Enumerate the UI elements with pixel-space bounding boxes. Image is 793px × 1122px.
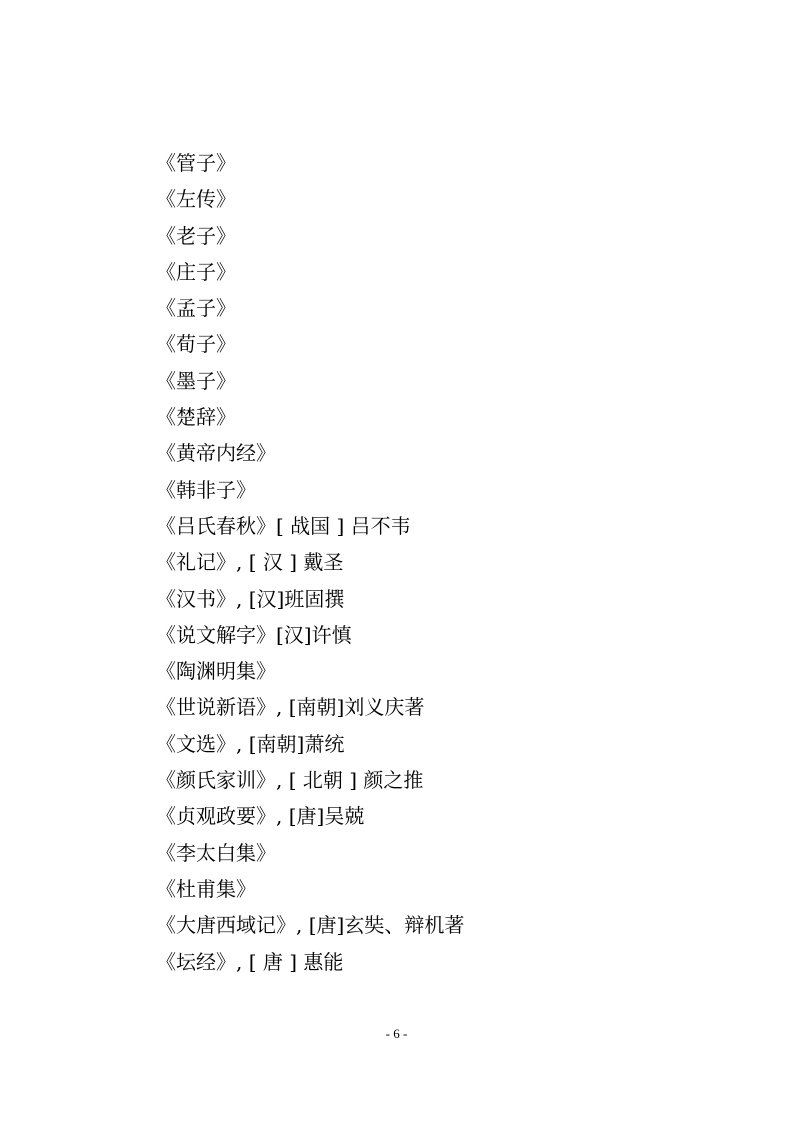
list-item: 《左传》 [156, 187, 236, 212]
list-item: 《老子》 [156, 223, 236, 248]
list-item: 《陶渊明集》 [156, 659, 276, 684]
list-item: 《颜氏家训》, [ 北朝 ] 颜之推 [156, 768, 424, 793]
list-item: 《黄帝内经》 [156, 441, 276, 466]
list-item: 《庄子》 [156, 259, 236, 284]
list-item: 《世说新语》, [南朝]刘义庆著 [156, 695, 425, 720]
list-item: 《吕氏春秋》[ 战国 ] 吕不韦 [156, 513, 411, 538]
list-item: 《杜甫集》 [156, 876, 256, 901]
list-item: 《管子》 [156, 151, 236, 175]
list-item: 《坛经》, [ 唐 ] 惠能 [156, 949, 344, 974]
list-item: 《文选》, [南朝]萧统 [156, 731, 345, 756]
list-item: 《大唐西域记》, [唐]玄奘、辩机著 [156, 913, 465, 938]
list-item: 《韩非子》 [156, 477, 256, 502]
list-item: 《孟子》 [156, 296, 236, 321]
list-item: 《李太白集》 [156, 840, 276, 865]
list-item: 《荀子》 [156, 332, 236, 357]
list-item: 《楚辞》 [156, 405, 236, 430]
list-item: 《汉书》, [汉]班固撰 [156, 586, 345, 611]
list-item: 《说文解字》[汉]许慎 [156, 622, 352, 647]
list-item: 《贞观政要》, [唐]吴兢 [156, 804, 365, 829]
book-list [156, 145, 464, 980]
page-number: - 6 - [385, 1026, 408, 1041]
list-item: 《礼记》, [ 汉 ] 戴圣 [156, 550, 344, 575]
list-item: 《墨子》 [156, 368, 236, 393]
